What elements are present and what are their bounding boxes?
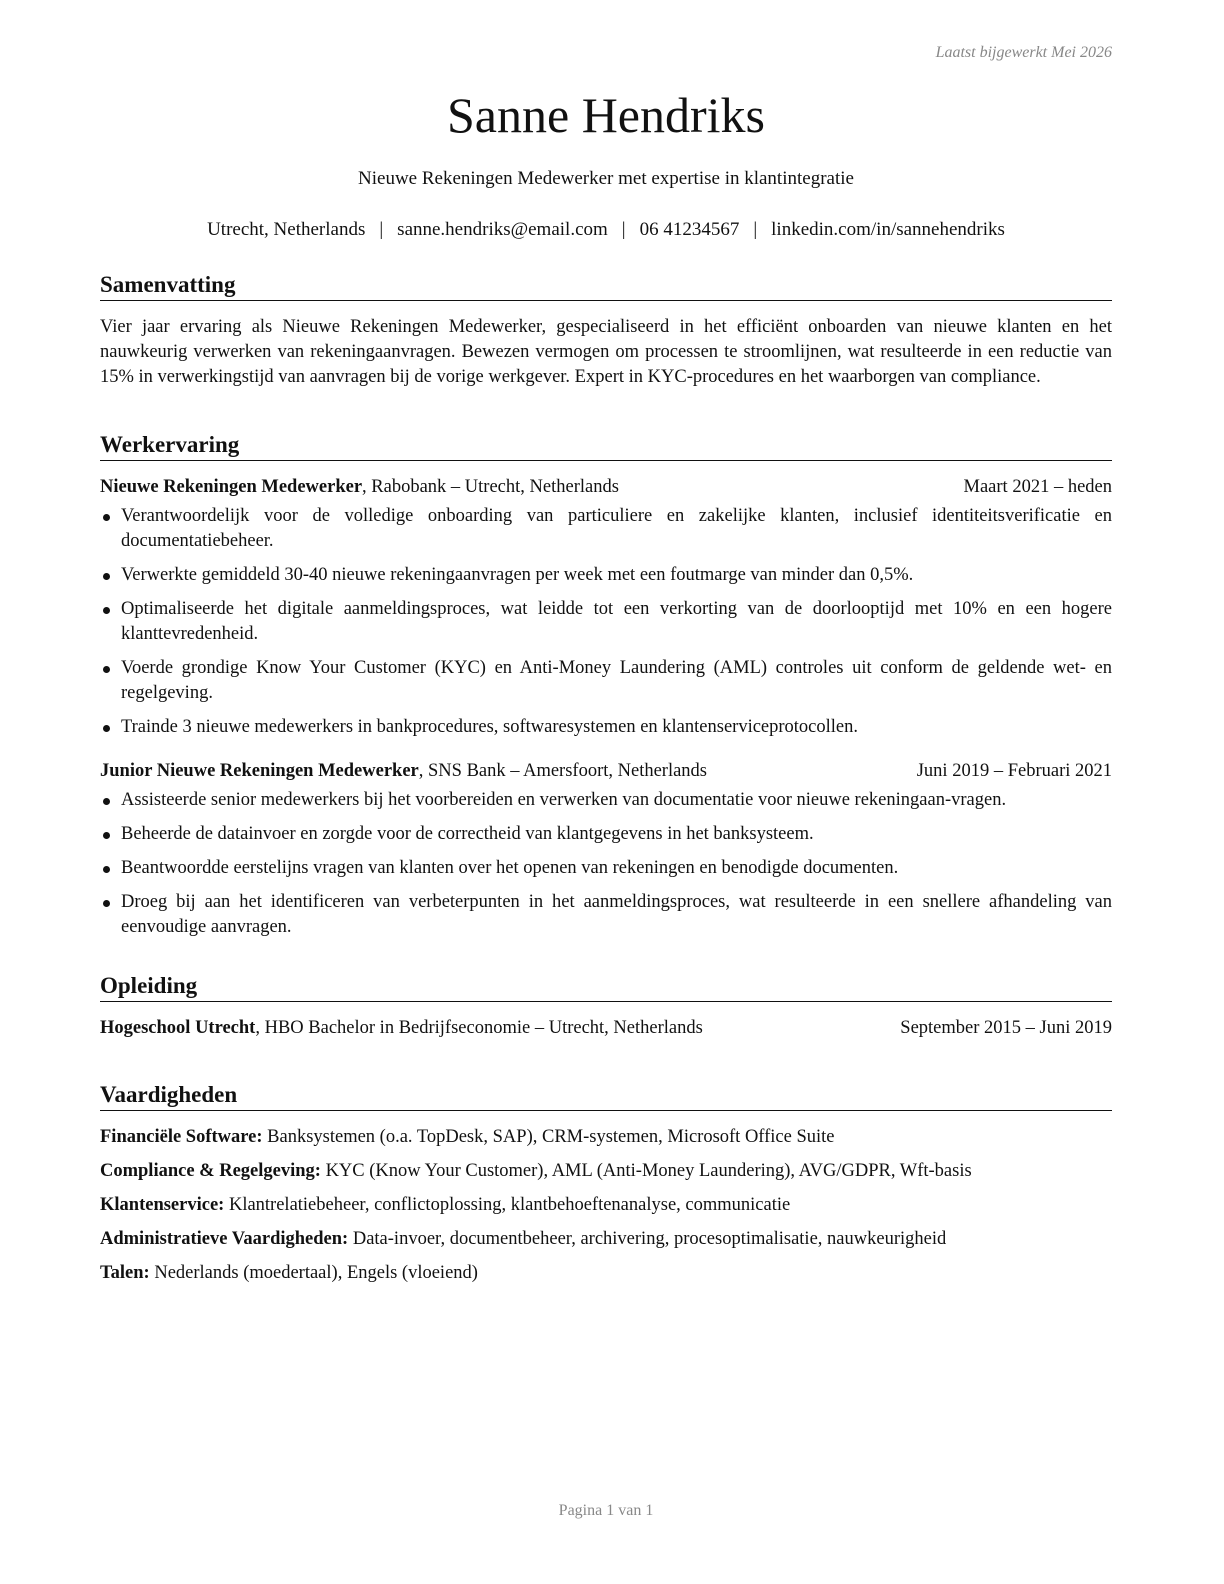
- job-entry: [100, 475, 1112, 740]
- skill-value: Klantrelatiebeheer, conflictoplossing, klantbehoeftenanalyse, communicatie: [224, 1195, 791, 1215]
- job-header: [100, 759, 1112, 784]
- job-title: Nieuwe Rekeningen Medewerker: [100, 477, 363, 497]
- contact-separator: |: [621, 219, 626, 240]
- job-bullets: [100, 504, 1112, 740]
- contact-separator: |: [753, 219, 758, 240]
- job-company: , Rabobank – Utrecht, Netherlands: [362, 477, 619, 497]
- skill-row: [100, 1227, 1112, 1252]
- resume-page: [100, 0, 1112, 1584]
- job-bullet: Trainde 3 nieuwe medewerkers in bankprocedures, softwaresystemen en klantenserviceprotocollen.: [100, 715, 1112, 740]
- candidate-subtitle: Nieuwe Rekeningen Medewerker met expertise in klantintegratie: [358, 168, 854, 189]
- education-heading: Opleiding: [100, 971, 1112, 1002]
- contact-linkedin[interactable]: linkedin.com/in/sannehendriks: [771, 219, 1005, 240]
- contact-separator: |: [379, 219, 384, 240]
- job-bullet: Verantwoordelijk voor de volledige onboarding van particuliere en zakelijke klanten, inclusief identiteitsverificatie en documentatiebeheer.: [100, 504, 1112, 554]
- contact-email[interactable]: sanne.hendriks@email.com: [397, 219, 608, 240]
- skill-row: [100, 1193, 1112, 1218]
- skill-label: Compliance & Regelgeving:: [100, 1161, 321, 1181]
- skills-section: [100, 1080, 1112, 1295]
- job-entry: [100, 759, 1112, 940]
- skills-heading: Vaardigheden: [100, 1080, 1112, 1111]
- job-dates: Maart 2021 – heden: [963, 477, 1112, 497]
- education-section: [100, 971, 1112, 1041]
- skill-value: Banksystemen (o.a. TopDesk, SAP), CRM-systemen, Microsoft Office Suite: [262, 1127, 835, 1147]
- skill-row: [100, 1159, 1112, 1184]
- candidate-name: Sanne Hendriks: [447, 87, 765, 143]
- education-school: Hogeschool Utrecht: [100, 1018, 256, 1038]
- experience-heading: Werkervaring: [100, 430, 1112, 461]
- experience-section: [100, 430, 1112, 949]
- job-bullets: [100, 788, 1112, 940]
- job-bullet: Beantwoordde eerstelijns vragen van klanten over het openen van rekeningen en benodigde documenten.: [100, 856, 1112, 881]
- skill-label: Klantenservice:: [100, 1195, 225, 1215]
- education-degree: , HBO Bachelor in Bedrijfseconomie – Utrecht, Netherlands: [255, 1018, 703, 1038]
- summary-heading: Samenvatting: [100, 270, 1112, 301]
- skill-label: Talen:: [100, 1263, 150, 1283]
- contact-location: Utrecht, Netherlands: [207, 219, 366, 240]
- job-bullet: Voerde grondige Know Your Customer (KYC) en Anti-Money Laundering (AML) controles uit conform de geldende wet- en regelgeving.: [100, 656, 1112, 706]
- education-dates: September 2015 – Juni 2019: [900, 1018, 1112, 1038]
- job-dates: Juni 2019 – Februari 2021: [916, 761, 1112, 781]
- skill-value: KYC (Know Your Customer), AML (Anti-Money Laundering), AVG/GDPR, Wft-basis: [320, 1161, 972, 1181]
- education-entry: [100, 1016, 1112, 1041]
- skill-value: Data-invoer, documentbeheer, archivering, procesoptimalisatie, nauwkeurigheid: [348, 1229, 947, 1249]
- job-bullet: Optimaliseerde het digitale aanmeldingsproces, wat leidde tot een verkorting van de doorlooptijd met 10% en een hogere klanttevredenheid.: [100, 597, 1112, 647]
- job-company: , SNS Bank – Amersfoort, Netherlands: [418, 761, 708, 781]
- skill-row: [100, 1125, 1112, 1150]
- skill-row: [100, 1261, 1112, 1286]
- page-number: Pagina 1 van 1: [558, 1502, 654, 1519]
- last-updated: Laatst bijgewerkt Mei 2026: [935, 44, 1112, 61]
- contact-line: [100, 219, 1112, 241]
- skill-label: Financiële Software:: [100, 1127, 263, 1147]
- skill-value: Nederlands (moedertaal), Engels (vloeiend): [149, 1263, 478, 1283]
- skill-label: Administratieve Vaardigheden:: [100, 1229, 349, 1249]
- job-bullet: Beheerde de datainvoer en zorgde voor de correctheid van klantgegevens in het banksysteem.: [100, 822, 1112, 847]
- job-bullet: Assisteerde senior medewerkers bij het voorbereiden en verwerken van documentatie voor nieuwe rekeningaan-vragen.: [100, 788, 1112, 813]
- job-header: [100, 475, 1112, 500]
- skills-list: [100, 1125, 1112, 1286]
- job-title: Junior Nieuwe Rekeningen Medewerker: [100, 761, 419, 781]
- summary-section: [100, 270, 1112, 390]
- summary-text: Vier jaar ervaring als Nieuwe Rekeningen Medewerker, gespecialiseerd in het efficiënt onboarden van nieuwe klanten en het nauwkeurig verwerken van rekeningaanvragen. Bewezen vermogen om processen te stroomlijnen, wat resulteerde in een reductie van 15% in verwerkingstijd van aanvragen bij de vorige werkgever. Expert in KYC-procedures en het waarborgen van compliance.: [100, 317, 1112, 387]
- job-bullet: Droeg bij aan het identificeren van verbeterpunten in het aanmeldingsproces, wat resulteerde in een snellere afhandeling van eenvoudige aanvragen.: [100, 890, 1112, 940]
- job-bullet: Verwerkte gemiddeld 30-40 nieuwe rekeningaanvragen per week met een foutmarge van minder dan 0,5%.: [100, 563, 1112, 588]
- contact-phone: 06 41234567: [639, 219, 740, 240]
